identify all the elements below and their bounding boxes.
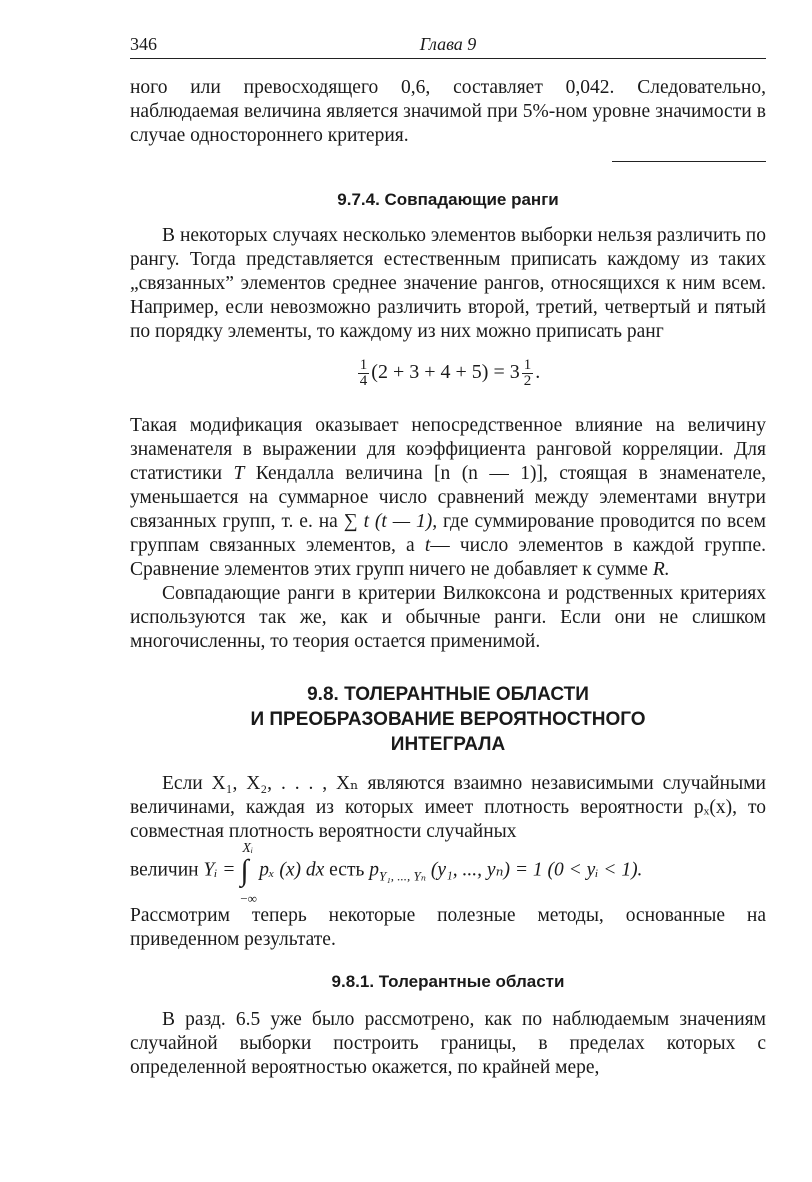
paragraph-974-1 [130,224,766,344]
section-heading-98: 9.8. ТОЛЕРАНТНЫЕ ОБЛАСТИ И ПРЕОБРАЗОВАНИЕ ВЕРОЯТНОСТНОГО ИНТЕГРАЛА [250,684,646,755]
integral-line: величин Yᵢ = ∫ Xᵢ −∞ pₓ (x) dx есть $p_{Y_1, ..., Y_n}$ (y₁, ..., yₙ) = 1 (0 < yᵢ < 1). [130,841,643,906]
paragraph-text: Такая модификация оказывает непосредственное влияние на величину знаменателя в выражении для коэффициента ранговой корреляции. Для статистики T Кендалла величина [n (n — 1)], стоящая в знаменателе, уменьшается на суммарное число сравнений между элементами внутри связанных групп, т. е. на ∑ t (t — 1), где суммирование проводится по всем группам связанных элементов, а t— число элементов в каждой группе. Сравнение элементов этих групп ничего не добавляет к сумме R. [130,415,767,580]
section-divider [612,161,766,162]
paragraph-974-2 [130,414,766,654]
paragraph-text: Если X₁, X₂, . . . , Xₙ являются взаимно независимыми случайными величинами, каждая из которых имеет плотность вероятности pₓ(x), то совместная плотность вероятности случайных [130,773,766,842]
paragraph-98-2 [130,904,766,952]
integral-sign: ∫ Xᵢ −∞ [240,841,257,906]
sum-expression: ∑ t (t — 1), [343,511,438,532]
paragraph-continued [130,76,766,148]
section-heading-974: 9.7.4. Совпадающие ранги [337,190,559,209]
paragraph-974-3: Совпадающие ранги в критерии Вилкоксона и родственных критериях используются так же, как и обычные ранги. Если они не слишком многочисленны, то теория остается применимой. [130,583,766,652]
paragraph-text: ного или превосходящего 0,6, составляет 0,042. Следовательно, наблюдаемая величина является значимой при 5%-ном уровне значимости в случае одностороннего критерия. [130,77,766,146]
section-heading-981: 9.8.1. Толерантные области [331,972,565,991]
fraction: $\frac{1}{4}$ [359,357,368,389]
paragraph-text: В разд. 6.5 уже было рассмотрено, как по наблюдаемым значениям случайной выборки построить границы, в пределах которых с определенной вероятностью окажется, по крайней мере, [130,1009,766,1078]
paragraph-text: Рассмотрим теперь некоторые полезные методы, основанные на приведенном результате. [130,905,766,950]
equation-rank-average: $\frac{1}{4}$ (2 + 3 + 4 + 5) = 3 $\frac{1}{2}$ . [359,357,541,389]
fraction: $\frac{1}{2}$ [523,357,532,389]
page-number: 346 [130,34,157,54]
paragraph-text: В некоторых случаях несколько элементов выборки нельзя различить по рангу. Тогда представляется естественным приписать каждому из таких „связанных” элементов среднее значение рангов, относящихся к ним всем. Например, если невозможно различить второй, третий, четвертый и пятый по порядку элементы, то каждому из них можно приписать ранг [130,225,766,342]
paragraph-98-1 [130,772,766,844]
equation-body: (2 + 3 + 4 + 5) = 3 [371,361,520,384]
running-header [130,34,766,59]
paragraph-981-1 [130,1008,766,1080]
chapter-title: Глава 9 [419,34,477,54]
